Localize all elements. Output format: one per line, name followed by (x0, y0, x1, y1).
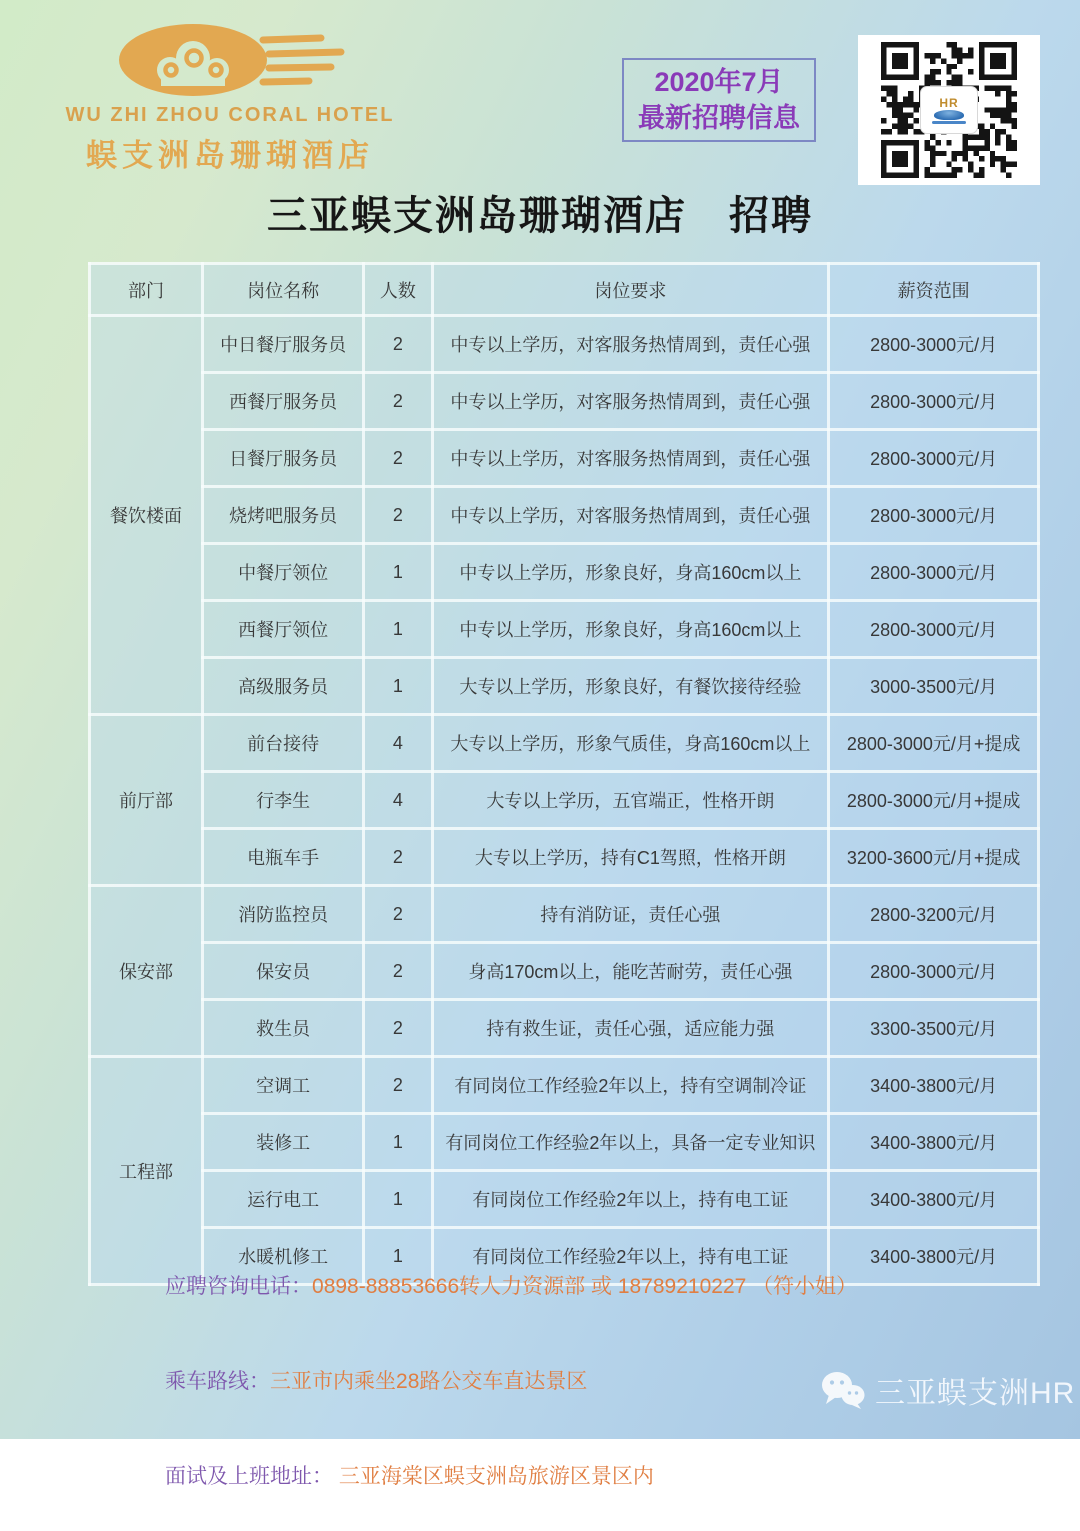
headcount-cell: 2 (364, 829, 432, 886)
department-cell: 餐饮楼面 (90, 316, 203, 715)
table-row (90, 1057, 1039, 1114)
hotel-name-en: WU ZHI ZHOU CORAL HOTEL (65, 104, 395, 126)
position-cell: 西餐厅领位 (202, 601, 363, 658)
salary-cell: 2800-3000元/月 (829, 943, 1039, 1000)
position-cell: 水暖机修工 (202, 1228, 363, 1285)
hotel-name-cn: 蜈支洲岛珊瑚酒店 (86, 138, 374, 173)
table-header (90, 264, 1039, 316)
contact-bus-line (130, 1341, 857, 1419)
qr-cloud-icon (934, 110, 964, 120)
salary-cell: 2800-3000元/月 (829, 316, 1039, 373)
position-cell: 日餐厅服务员 (202, 430, 363, 487)
position-cell: 电瓶车手 (202, 829, 363, 886)
position-cell: 装修工 (202, 1114, 363, 1171)
headcount-cell: 2 (364, 886, 432, 943)
position-cell: 高级服务员 (202, 658, 363, 715)
requirements-cell: 持有消防证，责任心强 (432, 886, 829, 943)
requirements-cell: 中专以上学历，对客服务热情周到，责任心强 (432, 430, 829, 487)
address-label: 面试及上班地址： (165, 1465, 334, 1488)
table-row (90, 1171, 1039, 1228)
department-cell: 前厅部 (90, 715, 203, 886)
position-cell: 救生员 (202, 1000, 363, 1057)
requirements-cell: 有同岗位工作经验2年以上，持有电工证 (432, 1228, 829, 1285)
badge-line2: 最新招聘信息 (638, 103, 800, 133)
column-header: 人数 (364, 264, 432, 316)
cloud-logo-icon (113, 22, 348, 102)
jobs-table (88, 262, 1040, 1286)
headcount-cell: 2 (364, 1057, 432, 1114)
department-cell: 工程部 (90, 1057, 203, 1285)
table-row (90, 1114, 1039, 1171)
bus-value: 三亚市内乘坐28路公交车直达景区 (270, 1370, 588, 1393)
badge-line1: 2020年7月 (654, 67, 784, 97)
hotel-logo (35, 22, 425, 175)
requirements-cell: 大专以上学历，形象良好，有餐饮接待经验 (432, 658, 829, 715)
column-header: 部门 (90, 264, 203, 316)
salary-cell: 2800-3000元/月 (829, 430, 1039, 487)
watermark-text: 三亚蜈支洲HR (875, 1377, 1076, 1410)
headcount-cell: 2 (364, 1000, 432, 1057)
hr-watermark (820, 1368, 1075, 1412)
position-cell: 中餐厅领位 (202, 544, 363, 601)
headcount-cell: 4 (364, 715, 432, 772)
table-row (90, 1000, 1039, 1057)
table-row (90, 772, 1039, 829)
qr-center-logo (920, 86, 978, 134)
salary-cell: 2800-3200元/月 (829, 886, 1039, 943)
column-header: 薪资范围 (829, 264, 1039, 316)
position-cell: 运行电工 (202, 1171, 363, 1228)
table-row (90, 544, 1039, 601)
salary-cell: 3400-3800元/月 (829, 1171, 1039, 1228)
salary-cell: 3200-3600元/月+提成 (829, 829, 1039, 886)
headcount-cell: 2 (364, 373, 432, 430)
requirements-cell: 中专以上学历，形象良好，身高160cm以上 (432, 544, 829, 601)
requirements-cell: 有同岗位工作经验2年以上，持有空调制冷证 (432, 1057, 829, 1114)
headcount-cell: 2 (364, 943, 432, 1000)
department-cell: 保安部 (90, 886, 203, 1057)
requirements-cell: 身高170cm以上，能吃苦耐劳，责任心强 (432, 943, 829, 1000)
salary-cell: 2800-3000元/月 (829, 487, 1039, 544)
headcount-cell: 4 (364, 772, 432, 829)
position-cell: 行李生 (202, 772, 363, 829)
headcount-cell: 2 (364, 487, 432, 544)
position-cell: 保安员 (202, 943, 363, 1000)
headcount-cell: 2 (364, 316, 432, 373)
header-row (90, 264, 1039, 316)
position-cell: 空调工 (202, 1057, 363, 1114)
table-row (90, 430, 1039, 487)
qr-hr-label: HR (939, 95, 959, 110)
salary-cell: 2800-3000元/月 (829, 544, 1039, 601)
bus-label: 乘车路线： (165, 1370, 271, 1393)
table-row (90, 316, 1039, 373)
salary-cell: 2800-3000元/月+提成 (829, 715, 1039, 772)
requirements-cell: 中专以上学历，对客服务热情周到，责任心强 (432, 373, 829, 430)
requirements-cell: 中专以上学历，形象良好，身高160cm以上 (432, 601, 829, 658)
salary-cell: 2800-3000元/月 (829, 601, 1039, 658)
table-row (90, 715, 1039, 772)
position-cell: 前台接待 (202, 715, 363, 772)
table-row (90, 487, 1039, 544)
table-row (90, 601, 1039, 658)
table-body (90, 316, 1039, 1285)
requirements-cell: 中专以上学历，对客服务热情周到，责任心强 (432, 316, 829, 373)
contact-address-line (130, 1436, 857, 1514)
column-header: 岗位名称 (202, 264, 363, 316)
headcount-cell: 1 (364, 1171, 432, 1228)
table-row (90, 658, 1039, 715)
salary-cell: 3400-3800元/月 (829, 1114, 1039, 1171)
wechat-icon (820, 1370, 866, 1410)
page-title: 三亚蜈支洲岛珊瑚酒店 招聘 (267, 194, 813, 238)
qr-code (858, 35, 1040, 185)
address-value: 三亚海棠区蜈支洲岛旅游区景区内 (333, 1465, 654, 1488)
headcount-cell: 1 (364, 1228, 432, 1285)
position-cell: 西餐厅服务员 (202, 373, 363, 430)
salary-cell: 3400-3800元/月 (829, 1057, 1039, 1114)
salary-cell: 3400-3800元/月 (829, 1228, 1039, 1285)
requirements-cell: 中专以上学历，对客服务热情周到，责任心强 (432, 487, 829, 544)
column-header: 岗位要求 (432, 264, 829, 316)
headcount-cell: 1 (364, 544, 432, 601)
requirements-cell: 持有救生证，责任心强，适应能力强 (432, 1000, 829, 1057)
headcount-cell: 1 (364, 658, 432, 715)
contact-info (130, 1246, 857, 1531)
position-cell: 烧烤吧服务员 (202, 487, 363, 544)
phone-label: 应聘咨询电话： (165, 1275, 313, 1298)
headcount-cell: 1 (364, 601, 432, 658)
requirements-cell: 大专以上学历，五官端正，性格开朗 (432, 772, 829, 829)
salary-cell: 2800-3000元/月 (829, 373, 1039, 430)
salary-cell: 2800-3000元/月+提成 (829, 772, 1039, 829)
qr-mini-text (932, 121, 966, 124)
requirements-cell: 大专以上学历，持有C1驾照，性格开朗 (432, 829, 829, 886)
salary-cell: 3300-3500元/月 (829, 1000, 1039, 1057)
position-cell: 消防监控员 (202, 886, 363, 943)
headcount-cell: 1 (364, 1114, 432, 1171)
requirements-cell: 有同岗位工作经验2年以上，具备一定专业知识 (432, 1114, 829, 1171)
salary-cell: 3000-3500元/月 (829, 658, 1039, 715)
table-row (90, 943, 1039, 1000)
contact-phone-line (130, 1246, 857, 1324)
requirements-cell: 大专以上学历，形象气质佳，身高160cm以上 (432, 715, 829, 772)
table-row (90, 373, 1039, 430)
phone-value: 0898-88853666转人力资源部 或 18789210227 （符小姐） (312, 1275, 858, 1298)
month-info-badge (622, 58, 816, 142)
table-row (90, 829, 1039, 886)
table-row (90, 886, 1039, 943)
requirements-cell: 有同岗位工作经验2年以上，持有电工证 (432, 1171, 829, 1228)
position-cell: 中日餐厅服务员 (202, 316, 363, 373)
headcount-cell: 2 (364, 430, 432, 487)
